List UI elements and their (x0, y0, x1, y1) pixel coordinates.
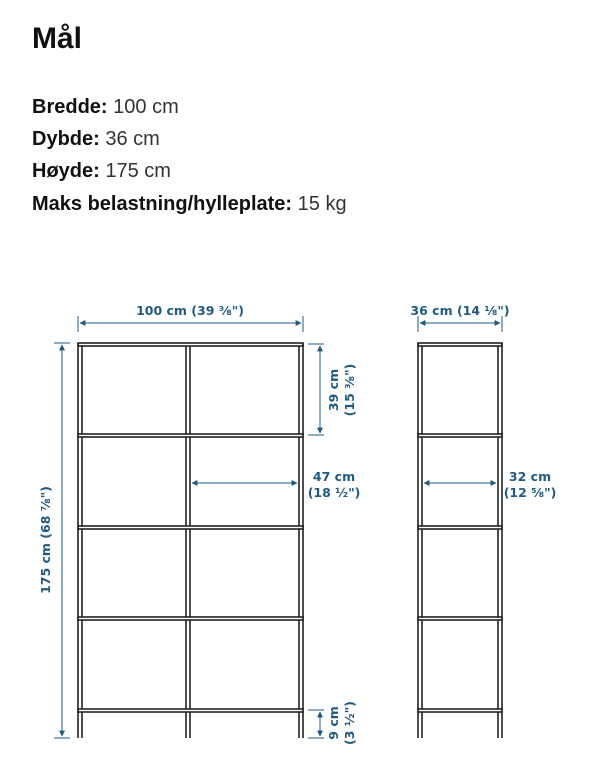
front-view-shelf (78, 343, 303, 738)
floor-clearance-cm-label: 9 cm (326, 706, 341, 740)
spec-max-load-value: 15 kg (297, 193, 347, 215)
inner-depth-cm-label: 32 cm (508, 469, 552, 484)
inner-width-cm-label: 47 cm (312, 469, 356, 484)
spec-width-label: Bredde: (32, 96, 108, 118)
spec-depth-value: 36 cm (105, 128, 160, 150)
spec-height-value: 175 cm (105, 160, 171, 182)
width-dimension-label: 100 cm (39 ⅜") (136, 303, 244, 318)
shelf-spacing-in-label: (15 ⅜") (342, 363, 357, 417)
depth-dimension-label: 36 cm (14 ⅛") (410, 303, 510, 318)
floor-clearance-in-label: (3 ½") (342, 701, 357, 745)
spec-depth-label: Dybde: (32, 128, 100, 150)
inner-width-in-label: (18 ½") (307, 485, 361, 500)
height-dimension-label: 175 cm (68 ⅞") (38, 486, 53, 594)
spec-max-load-label: Maks belastning/hylleplate: (32, 193, 293, 215)
page-title: Mål (32, 22, 83, 55)
side-view-shelf (418, 343, 502, 738)
spec-height-label: Høyde: (32, 160, 100, 182)
spec-width-value: 100 cm (113, 96, 179, 118)
shelf-spacing-cm-label: 39 cm (326, 368, 341, 412)
inner-depth-in-label: (12 ⅝") (503, 485, 557, 500)
